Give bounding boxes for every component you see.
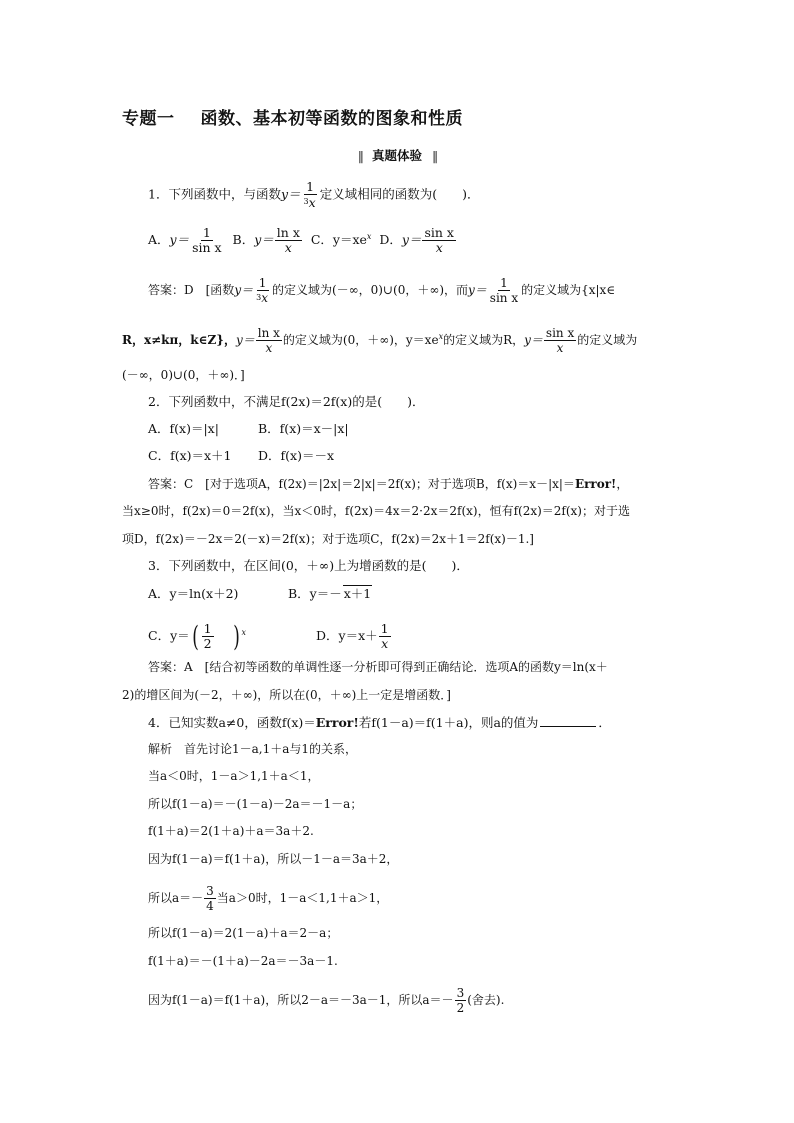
answer-blank xyxy=(540,716,596,727)
q2-answer-line2: 当x≥0时，f(2x)＝0＝2f(x)，当x＜0时，f(2x)＝4x＝2·2x＝2f(x)，恒有f(2x)＝2f(x)；对于选 xyxy=(122,504,630,518)
q4-solution-l8: f(1＋a)＝－(1＋a)－2a＝－3a－1. xyxy=(148,954,338,968)
q1-options: A．y＝ $\frac{1}{\text{sin x}}$ B．y＝ $\frac{\text{ln x}}{x}$ C．$y=xe^x$ D．y＝ $\frac{\text{sin x}}{x}$ xyxy=(148,225,454,255)
q4-stem: 4．已知实数a≠0，函数f(x)＝Error!若f(1－a)＝f(1＋a)，则a的值为 ． xyxy=(148,715,611,730)
q3-options-row1: A．y＝ln(x＋2) B．y＝－ x＋1 xyxy=(148,586,372,601)
q1-answer-line3: (－∞，0)∪(0，＋∞)．] xyxy=(122,368,245,382)
q3-answer-line1: 答案：A [结合初等函数的单调性逐一分析即可得到正确结论．选项A的函数y＝ln(x＋ xyxy=(148,660,608,674)
title-subject: 函数、基本初等函数的图象和性质 xyxy=(200,109,463,129)
title-topic: 专题一 xyxy=(122,109,175,129)
section-bar-left: ‖ xyxy=(357,148,362,163)
q3-answer-line2: 2)的增区间为(－2，＋∞)，所以在(0，＋∞)上一定是增函数．] xyxy=(122,688,451,702)
q3-options-row2: C．y＝ ( $\frac{1}{2}$ ) $^x$ D．y＝x＋ $\frac{1}{x}$ xyxy=(148,619,389,653)
section-label: 真题体验 xyxy=(371,148,422,163)
q2-stem: 2．下列函数中，不满足f(2x)＝2f(x)的是( )． xyxy=(148,394,425,409)
page-title xyxy=(122,104,463,129)
q4-solution-l1: 解析 首先讨论1－a,1＋a与1的关系， xyxy=(148,742,358,756)
q2-options-row1: A．f(x)＝|x| B．f(x)＝x－|x| xyxy=(148,421,349,436)
q2-options-row2: C．f(x)＝x＋1 D．f(x)＝－x xyxy=(148,448,335,463)
q4-solution-l4: f(1＋a)＝2(1＋a)＋a＝3a＋2. xyxy=(148,824,314,838)
q3-stem: 3．下列函数中，在区间(0，＋∞)上为增函数的是( )． xyxy=(148,558,469,573)
q4-solution-l3: 所以f(1－a)＝－(1－a)－2a＝－1－a； xyxy=(148,797,363,811)
q4-solution-l7: 所以f(1－a)＝2(1－a)＋a＝2－a； xyxy=(148,926,339,940)
q1-stem: 1．下列函数中，与函数y＝ $\frac{1}{^3x}$ 定义域相同的函数为( )． xyxy=(148,179,480,210)
q4-solution-l9: 因为f(1－a)＝f(1＋a)，所以2－a＝－3a－1，所以a＝－ $\frac{3}{2}$ (舍去). xyxy=(148,986,505,1015)
q4-solution-l5: 因为f(1－a)＝f(1＋a)，所以－1－a＝3a＋2， xyxy=(148,852,399,866)
section-heading xyxy=(0,146,794,164)
q2-answer-line1: 答案：C [对于选项A，f(2x)＝|2x|＝2|x|＝2f(x)；对于选项B，f(x)＝x－|x|＝Error!， xyxy=(148,477,629,491)
section-bar-right: ‖ xyxy=(432,148,437,163)
q4-solution-l6: 所以a＝－ $\frac{3}{4}$ 当a＞0时，1－a＜1,1＋a＞1， xyxy=(148,884,389,913)
q1-answer-line2: R，x≠kπ，k∈Z}，y＝ $\frac{\text{ln x}}{x}$ 的定义域为(0，＋∞)，$y=xe^x$的定义域为R，y＝ $\frac{\text{sin x}}{x}$ 的定义域为 xyxy=(122,326,638,355)
q2-answer-line3: 项D，f(2x)＝－2x＝2(－x)＝2f(x)；对于选项C，f(2x)＝2x＋1＝2f(x)－1.] xyxy=(122,532,534,546)
q4-solution-l2: 当a＜0时，1－a＞1,1＋a＜1， xyxy=(148,769,320,783)
q1-answer-line1: 答案：D [函数y＝ $\frac{1}{^3x}$ 的定义域为(－∞，0)∪(0，＋∞)，而y＝ $\frac{1}{\text{sin x}}$ 的定义域为{x|x∈ xyxy=(148,276,616,305)
